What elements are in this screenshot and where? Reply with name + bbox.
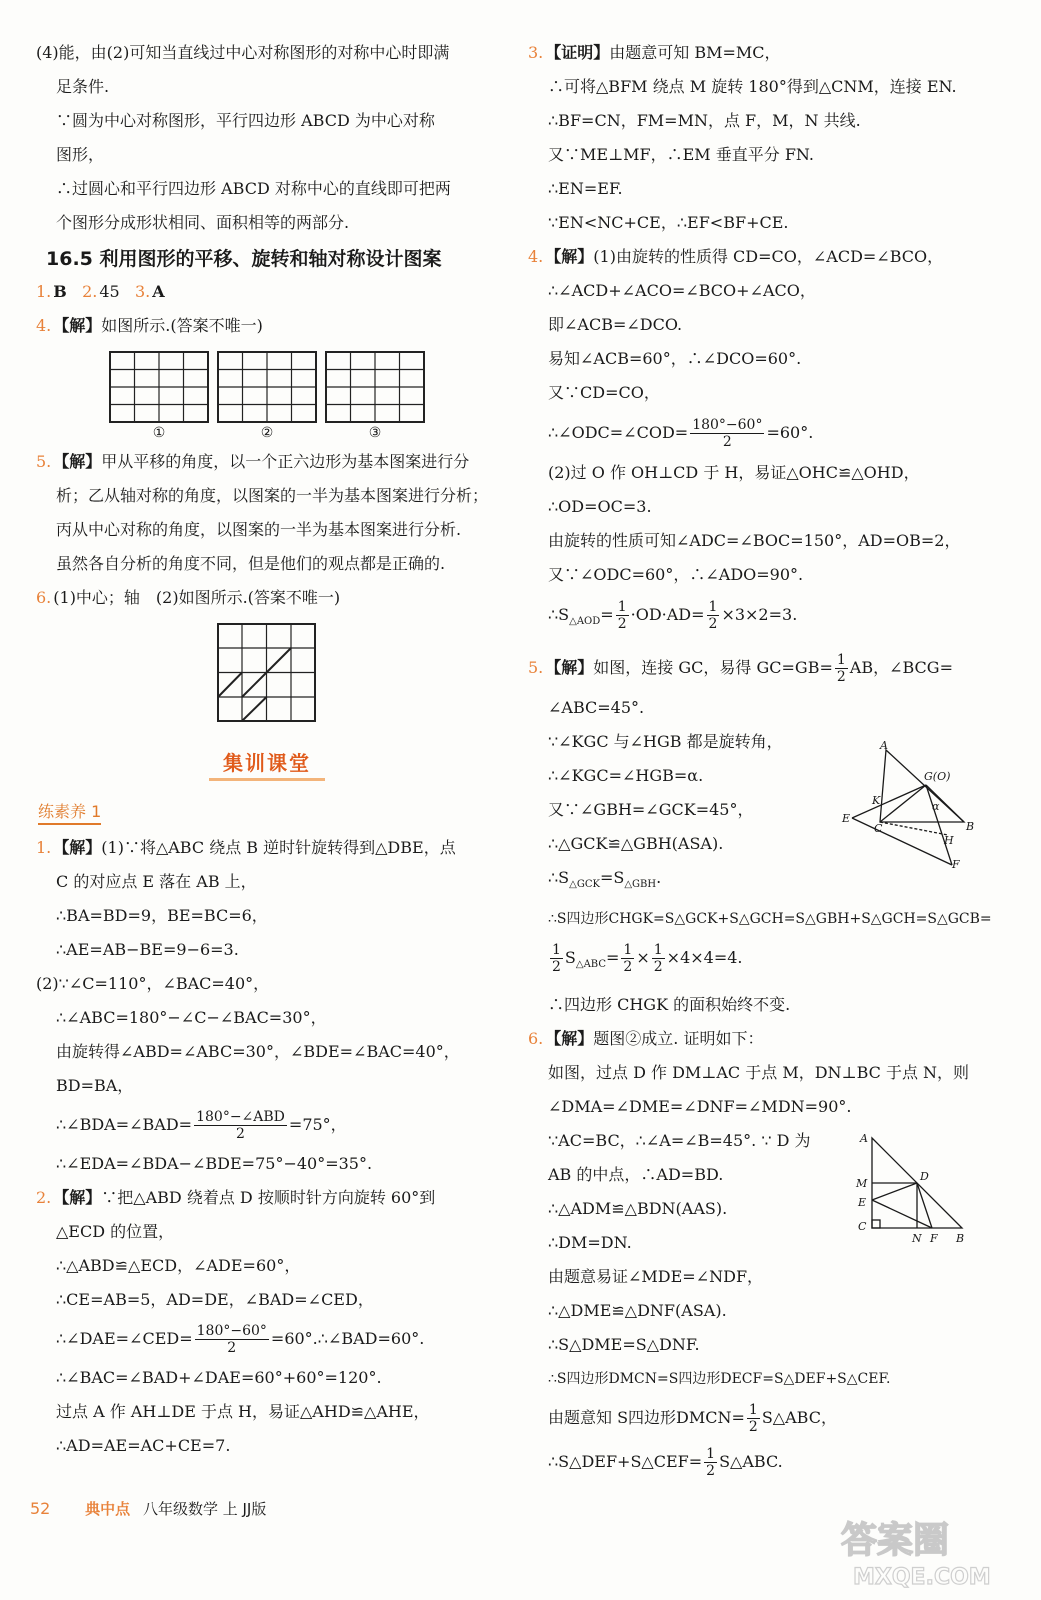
figure-label: B (956, 1232, 965, 1244)
formula-line (528, 936, 1004, 987)
formula-text: AB，∠BCG= (849, 658, 953, 678)
numerator: 1 (653, 942, 663, 959)
text-line: ∴可将△BFM 绕点 M 旋转 180°得到△CNM，连接 EN. (548, 77, 957, 96)
figure-label: B (966, 820, 975, 833)
watermark-title: 答案圈 (841, 1520, 950, 1561)
q5-number: 5. (36, 452, 52, 471)
p3-tag: 【证明】 (545, 43, 610, 62)
text-line: ∴DM=DN. (548, 1232, 632, 1252)
grid-drawing (109, 351, 209, 423)
numerator: 180°−60° (196, 1323, 267, 1339)
formula-text: ∴S (548, 868, 570, 888)
formula-line (528, 1396, 1004, 1440)
text-line: ∴△GCK≌△GBH(ASA). (548, 834, 724, 854)
text-line: (1)由旋转的性质得 CD=CO，∠ACD=∠BCO， (593, 247, 944, 266)
p2-line (36, 1181, 498, 1215)
subhead: 练素养 1 (38, 799, 101, 825)
text-line: 题图②成立. 证明如下： (593, 1028, 764, 1048)
numerator: 1 (623, 942, 633, 959)
text-line: AB 的中点，∴AD=BD. (548, 1164, 724, 1184)
text-line: ∴△ABD≌△ECD，∠ADE=60°， (56, 1256, 301, 1275)
q5-tag: 【解】 (53, 452, 102, 471)
p4-tag: 【解】 (545, 247, 594, 266)
figure-label: K (872, 794, 881, 807)
formula-text: ∴S (548, 605, 570, 624)
q2-answer: 45 (99, 282, 120, 301)
p5-line (528, 645, 1004, 691)
p1-tag: 【解】 (53, 838, 102, 857)
formula-text: ·OD·AD= (630, 605, 705, 624)
formula-line (36, 1103, 498, 1147)
formula-text: ×4×4=4. (666, 948, 743, 968)
text-line: ∴BF=CN，FM=MN，点 F，M，N 共线. (548, 111, 861, 130)
figure-label: E (858, 1196, 867, 1209)
text-line: ∴S△DME=S△DNF. (548, 1334, 700, 1354)
text-line: 又∵ME⊥MF，∴EM 垂直平分 FN. (548, 145, 814, 164)
fraction (835, 652, 848, 685)
text-line: 析；乙从轴对称的角度，以图案的一半为基本图案进行分析； (56, 486, 489, 505)
numerator: 1 (552, 942, 561, 959)
figure-label: C (858, 1220, 867, 1233)
figure-label: F (952, 858, 960, 870)
denominator: 2 (227, 1340, 237, 1356)
text-line: (2)∵∠C=110°，∠BAC=40°， (36, 974, 270, 993)
text-line: △ECD 的位置， (56, 1222, 175, 1241)
text-line: ∵把△ABD 绕着点 D 按顺时针方向旋转 60°到 (101, 1188, 436, 1207)
denominator: 2 (836, 669, 846, 686)
numerator: 180°−60° (692, 417, 763, 433)
text-line: 又∵∠GBH=∠GCK=45°， (548, 800, 754, 820)
section-title: 16.5 利用图形的平移、旋转和轴对称设计图案 (46, 248, 442, 270)
formula-text: ×3×2=3. (721, 605, 798, 624)
text-line: 过点 A 作 AH⊥DE 于点 H，易证△AHD≌△AHE， (56, 1402, 430, 1421)
grid-drawing (325, 351, 425, 423)
text-line: ∵AC=BC，∴∠A=∠B=45°. ∵ D 为 (548, 1130, 811, 1150)
formula-line (528, 410, 1004, 456)
formula-text: S△ABC. (719, 1451, 783, 1471)
text-line: 虽然各自分析的角度不同，但是他们的观点都是正确的. (56, 554, 446, 573)
formula-text: . (656, 868, 662, 888)
formula-text: ∴∠DAE=∠CED= (56, 1329, 193, 1348)
subscript: △GCK (569, 879, 600, 891)
denominator: 2 (552, 959, 561, 976)
formula-line (36, 1317, 498, 1361)
text-line: 丙从中心对称的角度，以图案的一半为基本图案进行分析. (56, 520, 462, 539)
figure-label: α (932, 800, 940, 813)
problem6-figure (850, 1132, 980, 1244)
formula-line (528, 1440, 1004, 1484)
fraction (707, 599, 720, 632)
figure-label: H (944, 834, 954, 847)
formula-text: =60°. (766, 423, 814, 442)
numerator: 180°−∠ABD (196, 1109, 285, 1125)
problem5-figure (840, 740, 980, 870)
formula-text: = (606, 948, 620, 968)
watermark (833, 1510, 1023, 1590)
q1-number: 1. (36, 282, 52, 301)
formula-text: =60°.∴∠BAD=60°. (270, 1329, 425, 1348)
text-line: 如图，过点 D 作 DM⊥AC 于点 M，DN⊥BC 于点 N，则 (548, 1062, 970, 1082)
p3-line (528, 36, 1004, 70)
p4-number: 4. (528, 247, 544, 266)
fraction (621, 942, 634, 975)
fraction (652, 942, 665, 975)
q3-answer: A (152, 282, 165, 301)
p5-number: 5. (528, 658, 544, 678)
q6-text: (1)中心；轴 (2)如图所示.(答案不唯一) (53, 588, 341, 607)
formula-line (528, 592, 1004, 645)
q4-line (36, 309, 498, 343)
grid-figure-2 (217, 351, 317, 441)
grid-drawing (217, 351, 317, 423)
p6-number: 6. (528, 1028, 544, 1048)
book-title: 八年级数学 上 JJ版 (142, 1500, 267, 1518)
formula-text: ∴S△DEF+S△CEF= (548, 1451, 703, 1471)
denominator: 2 (617, 616, 627, 632)
numerator: 1 (706, 1445, 716, 1462)
denominator: 2 (236, 1126, 245, 1142)
page-number: 52 (30, 1499, 51, 1518)
figure-label: D (920, 1170, 929, 1183)
text-line: ∠ABC=45°. (548, 698, 645, 718)
p2-number: 2. (36, 1188, 52, 1207)
figure-label: E (842, 812, 851, 825)
watermark-logo (833, 1510, 1023, 1590)
q6-figure (36, 623, 498, 727)
q3-number: 3. (134, 282, 151, 301)
left-column (36, 36, 498, 1463)
q1-answer: B (53, 282, 67, 301)
q4-number: 4. (36, 316, 52, 335)
text-line: ∴S四边形CHGK=S△GCK+S△GCH=S△GBH+S△GCH=S△GCB= (548, 911, 992, 928)
figure-label: A (860, 1132, 868, 1145)
text-line: (1)∵将△ABC 绕点 B 逆时针旋转得到△DBE，点 (101, 838, 456, 857)
p2-tag: 【解】 (53, 1188, 102, 1207)
p1-line (36, 831, 498, 865)
text-line: ∵圆为中心对称图形，平行四边形 ABCD 为中心对称 (56, 111, 435, 130)
text-line: ∴过圆心和平行四边形 ABCD 对称中心的直线即可把两 (56, 179, 451, 198)
denominator: 2 (708, 616, 718, 632)
text-line: 易知∠ACB=60°，∴∠DCO=60°. (548, 349, 802, 368)
denominator: 2 (623, 959, 633, 976)
text-line: ∠DMA=∠DME=∠DNF=∠MDN=90°. (548, 1096, 852, 1116)
text-line: ∴∠EDA=∠BDA−∠BDE=75°−40°=35°. (56, 1154, 373, 1173)
text-line: ∴∠ACD+∠ACO=∠BCO+∠ACO， (548, 281, 816, 300)
page-footer (30, 1498, 266, 1519)
figure-label: G(O) (924, 770, 951, 783)
denominator: 2 (653, 959, 663, 976)
figure-label: N (912, 1232, 922, 1244)
grid-caption: ③ (368, 425, 382, 441)
figure-label: M (856, 1177, 868, 1190)
text-line: ∴∠ABC=180°−∠C−∠BAC=30°， (56, 1008, 327, 1027)
text-line: BD=BA， (56, 1076, 134, 1095)
p6-tag: 【解】 (545, 1028, 594, 1048)
formula-text: = (600, 605, 614, 624)
formula-text: =S (599, 868, 625, 888)
denominator: 2 (706, 1462, 716, 1479)
figure-label: F (930, 1232, 938, 1244)
p4-line (528, 240, 1004, 274)
subscript: △ABC (575, 959, 606, 971)
numerator: 1 (617, 599, 627, 615)
text-line: 由题意易证∠MDE=∠NDF， (548, 1266, 764, 1286)
text-line: 图形， (56, 145, 105, 164)
text-line: 甲从平移的角度，以一个正六边形为基本图案进行分 (101, 452, 470, 471)
formula-text: ∴∠BDA=∠BAD= (56, 1115, 193, 1134)
text-line: ∵EN<NC+CE，∴EF<BF+CE. (548, 213, 789, 232)
text-line: ∴△DME≌△DNF(ASA). (548, 1300, 727, 1320)
text-line: (2)过 O 作 OH⊥CD 于 H，易证△OHC≌△OHD， (548, 463, 920, 482)
text-line: 足条件. (56, 77, 110, 96)
q6-line (36, 581, 498, 615)
fraction (747, 1402, 760, 1435)
q4-tag: 【解】 (53, 316, 102, 335)
text-line: (4)能，由(2)可知当直线过中心对称图形的对称中心时即满 (36, 43, 450, 62)
formula-text: S (564, 948, 576, 968)
formula-text: S△ABC， (761, 1407, 837, 1427)
text-line: ∴AE=AB−BE=9−6=3. (56, 940, 239, 959)
grid-drawing (217, 623, 317, 723)
fraction (704, 1446, 717, 1479)
q5-line (36, 445, 498, 479)
subscript: △AOD (569, 616, 601, 628)
text-line: 个图形分成形状相同、面积相等的两部分. (56, 213, 350, 232)
denominator: 2 (748, 1418, 758, 1435)
text-line: ∴OD=OC=3. (548, 497, 652, 516)
brand-logo: 典中点 (85, 1500, 131, 1518)
denominator: 2 (722, 434, 732, 450)
text-line: ∴四边形 CHGK 的面积始终不变. (548, 994, 791, 1014)
q4-text: 如图所示.(答案不唯一) (101, 316, 263, 335)
text-line: C 的对应点 E 落在 AB 上， (56, 872, 257, 891)
fraction (195, 1323, 269, 1356)
formula-text: =75°， (288, 1115, 347, 1134)
text-line: ∴EN=EF. (548, 179, 623, 198)
banner-text: 集训课堂 (209, 745, 325, 781)
text-line: 又∵CD=CO， (548, 383, 660, 402)
formula-text: 如图，连接 GC，易得 GC=GB= (593, 658, 833, 678)
formula-text: 由题意知 S四边形DMCN= (548, 1407, 745, 1427)
numerator: 1 (836, 652, 846, 669)
answers-row (36, 275, 498, 309)
q2-number: 2. (82, 282, 98, 301)
fraction (690, 417, 764, 450)
text-line: 由旋转得∠ABD=∠ABC=30°，∠BDE=∠BAC=40°， (56, 1042, 460, 1061)
text-line: ∴∠KGC=∠HGB=α. (548, 766, 704, 786)
grid-caption: ② (260, 425, 274, 441)
text-line: ∵∠KGC 与∠HGB 都是旋转角， (548, 732, 783, 752)
grid-figures (36, 351, 498, 441)
grid-figure-1 (109, 351, 209, 441)
text-line: ∴BA=BD=9，BE=BC=6， (56, 906, 268, 925)
fraction (194, 1109, 287, 1142)
figure-label: A (880, 740, 888, 752)
watermark-url: MXQE.COM (853, 1565, 991, 1590)
section-banner (36, 745, 498, 781)
figure-label: C (874, 822, 883, 835)
text-line: ∴∠BAC=∠BAD+∠DAE=60°+60°=120°. (56, 1368, 382, 1387)
fraction (616, 599, 629, 632)
p6-line (528, 1022, 1004, 1056)
grid-caption: ① (152, 425, 166, 441)
subscript: △GBH (624, 879, 657, 891)
p3-number: 3. (528, 43, 544, 62)
text-line: ∴AD=AE=AC+CE=7. (56, 1436, 231, 1455)
text-line: 又∵∠ODC=60°，∴∠ADO=90°. (548, 565, 804, 584)
text-line: ∴CE=AB=5，AD=DE，∠BAD=∠CED， (56, 1290, 374, 1309)
text-line: 由旋转的性质可知∠ADC=∠BOC=150°，AD=OB=2， (548, 531, 961, 550)
text-line: 即∠ACB=∠DCO. (548, 315, 683, 334)
text-line: ∴S四边形DMCN=S四边形DECF=S△DEF+S△CEF. (548, 1370, 891, 1387)
text-line: 由题意可知 BM=MC， (609, 43, 781, 62)
p1-number: 1. (36, 838, 52, 857)
p5-tag: 【解】 (545, 658, 594, 678)
numerator: 1 (748, 1401, 758, 1418)
q6-number: 6. (36, 588, 52, 607)
grid-figure-3 (325, 351, 425, 441)
numerator: 1 (708, 599, 718, 615)
formula-text: × (636, 948, 650, 968)
formula-text: ∴∠ODC=∠COD= (548, 423, 689, 442)
fraction (550, 942, 563, 975)
text-line: ∴△ADM≌△BDN(AAS). (548, 1198, 728, 1218)
